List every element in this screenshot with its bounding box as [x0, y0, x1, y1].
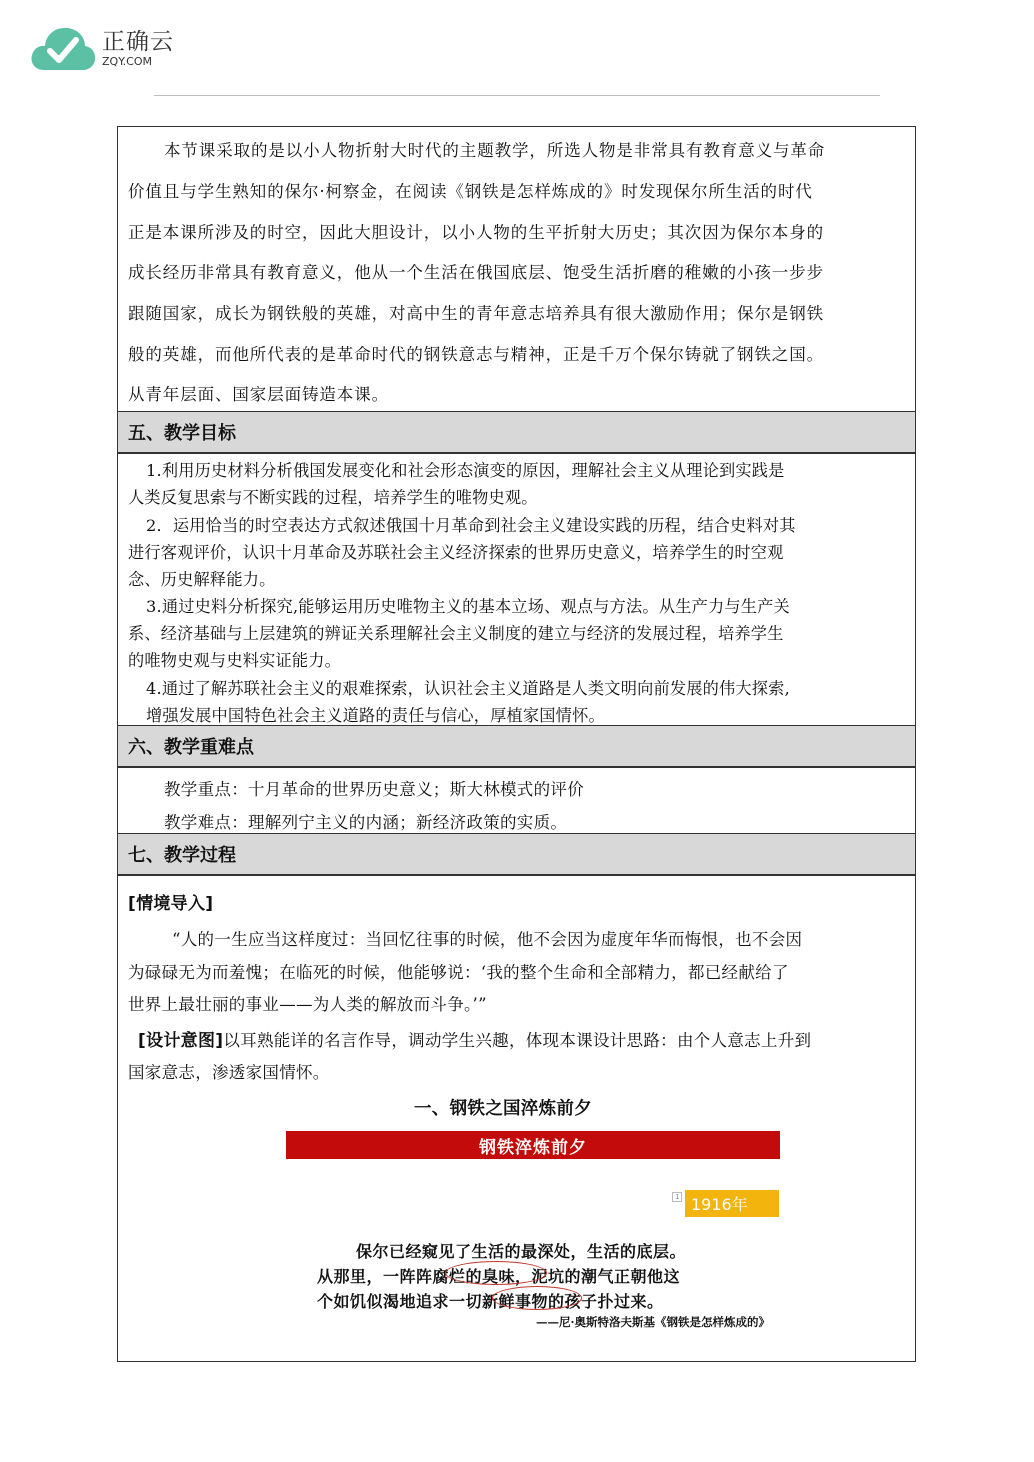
design-intent [138, 1026, 811, 1051]
design-intent-tag: [设计意图] [138, 1031, 224, 1051]
text-line: 增强发展中国特色社会主义道路的责任与信心，厚植家国情怀。 [146, 706, 605, 725]
text-line: 人类反复思索与不断实践的过程，培养学生的唯物史观。 [128, 488, 538, 507]
highlight-circle [445, 1261, 547, 1285]
key-points [118, 767, 915, 833]
text-line: 本节课采取的是以小人物折射大时代的主题教学，所选人物是非常具有教育意义与革命 [164, 141, 826, 160]
slide-text-line: 保尔已经窥见了生活的最深处，生活的底层。 [356, 1242, 687, 1261]
text-line: 从青年层面、国家层面铸造本课。 [128, 385, 389, 404]
section-heading: 七、教学过程 [118, 834, 915, 874]
quote-line: “人的一生应当这样度过：当回忆往事的时候，他不会因为虚度年华而悔恨，也不会因 [172, 930, 803, 949]
difficult-point: 教学难点：理解列宁主义的内涵；新经济政策的实质。 [164, 813, 568, 832]
slide-text-line: 从那里，一阵阵腐烂的臭味，泥坑的潮气正朝他这 [317, 1267, 681, 1286]
text-line: 成长经历非常具有教育意义，他从一个生活在俄国底层、饱受生活折磨的稚嫩的小孩一步步 [128, 263, 824, 282]
quote-line: 为碌碌无为而羞愧；在临死的时候，他能够说：‘我的整个生命和全部精力，都已经献给了 [128, 963, 789, 982]
quote-line: 世界上最壮丽的事业——为人类的解放而斗争。’” [128, 995, 487, 1014]
brand-name-en: ZQY.COM [102, 54, 153, 68]
text-line: 的唯物史观与史料实证能力。 [128, 651, 342, 670]
text-line: 跟随国家，成长为钢铁般的英雄，对高中生的青年意志培养具有很大激励作用；保尔是钢铁 [128, 304, 824, 323]
highlight-circle [492, 1286, 582, 1310]
teaching-objectives [118, 453, 915, 725]
text-line: 3.通过史料分析探究,能够运用历史唯物主义的基本立场、观点与方法。从生产力与生产关 [146, 597, 790, 616]
brand-logo [30, 22, 174, 74]
slide-banner: 钢铁淬炼前夕 [286, 1131, 780, 1159]
section-heading: 五、教学目标 [118, 412, 915, 452]
design-rationale [118, 127, 915, 411]
design-intent-text: 以耳熟能详的名言作导，调动学生兴趣，体现本课设计思路：由个人意志上升到 [223, 1031, 812, 1050]
brand-name-cn: 正确云 [102, 28, 174, 55]
text-line: 1.利用历史材料分析俄国发展变化和社会形态演变的原因，理解社会主义从理论到实践是 [146, 461, 785, 480]
text-line: 4.通过了解苏联社会主义的艰难探索，认识社会主义道路是人类文明向前发展的伟大探索, [146, 679, 790, 698]
scenario-intro-tag: [情境导入] [128, 894, 214, 914]
lesson-table [117, 126, 916, 1362]
text-line: 系、经济基础与上层建筑的辨证关系理解社会主义制度的建立与经济的发展过程，培养学生 [128, 624, 784, 643]
section-heading: 六、教学重难点 [118, 726, 915, 766]
text-line: 价值且与学生熟知的保尔·柯察金，在阅读《钢铁是怎样炼成的》时发现保尔所生活的时代 [128, 182, 813, 201]
design-intent-cont: 国家意志，渗透家国情怀。 [128, 1063, 330, 1082]
text-line: 正是本课所涉及的时空，因此大胆设计，以小人物的生平折射大历史；其次因为保尔本身的 [128, 223, 824, 242]
slide-image [286, 1131, 780, 1331]
text-line: 念、历史解释能力。 [128, 570, 276, 589]
subheading: 一、钢铁之国淬炼前夕 [414, 1099, 592, 1119]
slide-text-line: 个如饥似渴地追求一切新鲜事物的孩子扑过来。 [317, 1292, 664, 1311]
cloud-check-icon [30, 24, 96, 72]
text-line: 进行客观评价，认识十月革命及苏联社会主义经济探索的世界历史意义，培养学生的时空观 [128, 543, 784, 562]
slide-source: ——尼·奥斯特洛夫斯基《钢铁是怎样炼成的》 [536, 1315, 771, 1329]
text-line: 般的英雄，而他所代表的是革命时代的钢铁意志与精神，正是千万个保尔铸就了钢铁之国。 [128, 345, 824, 364]
year-tag: 1916年 [685, 1190, 779, 1217]
key-point: 教学重点：十月革命的世界历史意义；斯大林模式的评价 [164, 780, 584, 799]
header-divider [154, 95, 880, 96]
text-line: 2．运用恰当的时空表达方式叙述俄国十月革命到社会主义建设实践的历程，结合史料对其 [146, 516, 796, 535]
slide-number: 1 [672, 1192, 682, 1202]
